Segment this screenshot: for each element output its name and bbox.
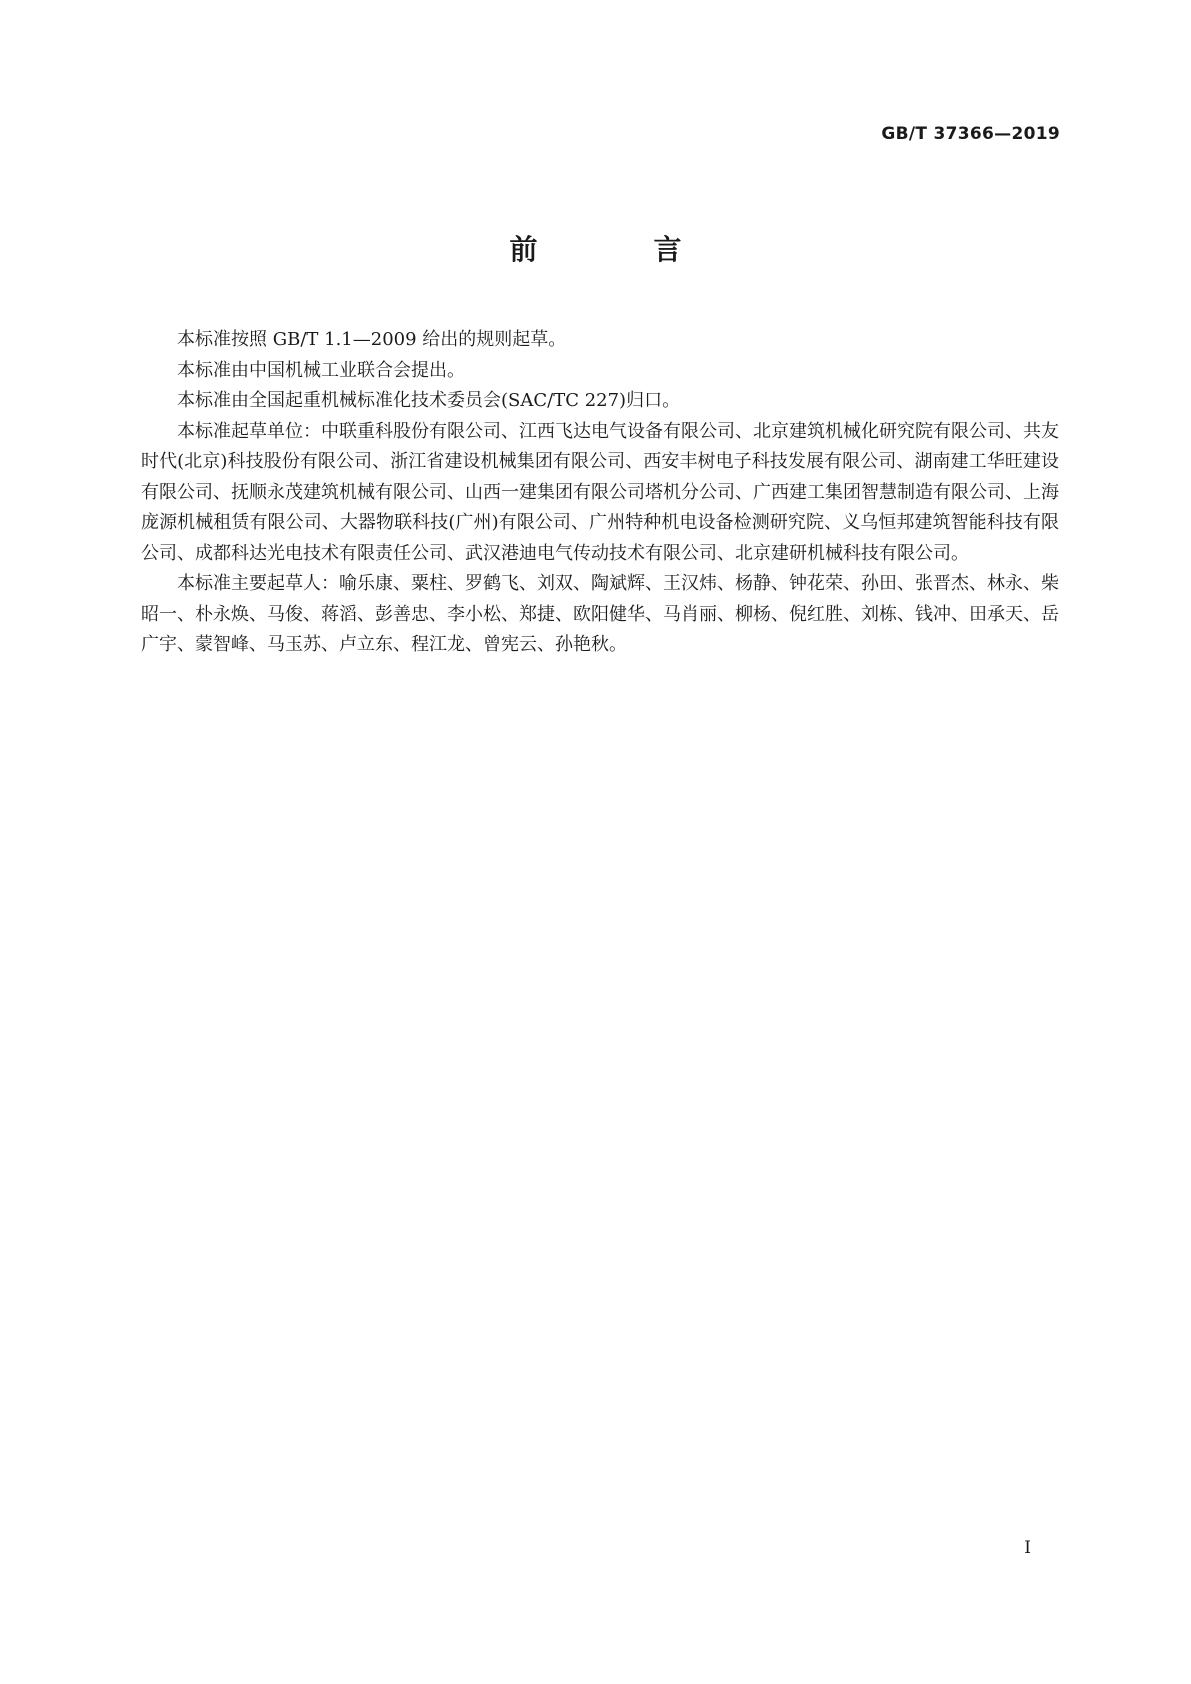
paragraph-drafting-units: 本标准起草单位：中联重科股份有限公司、江西飞达电气设备有限公司、北京建筑机械化研究院有限公司、共友时代(北京)科技股份有限公司、浙江省建设机械集团有限公司、西安丰树电子科技发展有限公司、湖南建工华旺建设有限公司、抚顺永茂建筑机械有限公司、山西一建集团有限公司塔机分公司、广西建工集团智慧制造有限公司、上海庞源机械租赁有限公司、大器物联科技(广州)有限公司、广州特种机电设备检测研究院、义乌恒邦建筑智能科技有限公司、成都科达光电技术有限责任公司、武汉港迪电气传动技术有限公司、北京建研机械科技有限公司。 [141, 420, 1059, 564]
paragraph-main-drafters: 本标准主要起草人：喻乐康、粟柱、罗鹤飞、刘双、陶斌辉、王汉炜、杨静、钟花荣、孙田、张晋杰、林永、柴昭一、朴永焕、马俊、蒋滔、彭善忠、李小松、郑捷、欧阳健华、马肖丽、柳杨、倪红胜、刘栋、钱冲、田承天、岳广宇、蒙智峰、马玉苏、卢立东、程江龙、曾宪云、孙艳秋。 [141, 573, 1059, 655]
paragraph-proposer: 本标准由中国机械工业联合会提出。 [177, 359, 465, 381]
standard-code: GB/T 37366—2019 [881, 124, 1060, 144]
paragraph-technical-committee: 本标准由全国起重机械标准化技术委员会(SAC/TC 227)归口。 [177, 390, 681, 411]
paragraph-drafting-rules: 本标准按照 GB/T 1.1—2009 给出的规则起草。 [177, 329, 567, 350]
page-title: 前 言 [509, 233, 726, 266]
page-number: I [1024, 1538, 1031, 1558]
foreword-body [141, 325, 1059, 661]
